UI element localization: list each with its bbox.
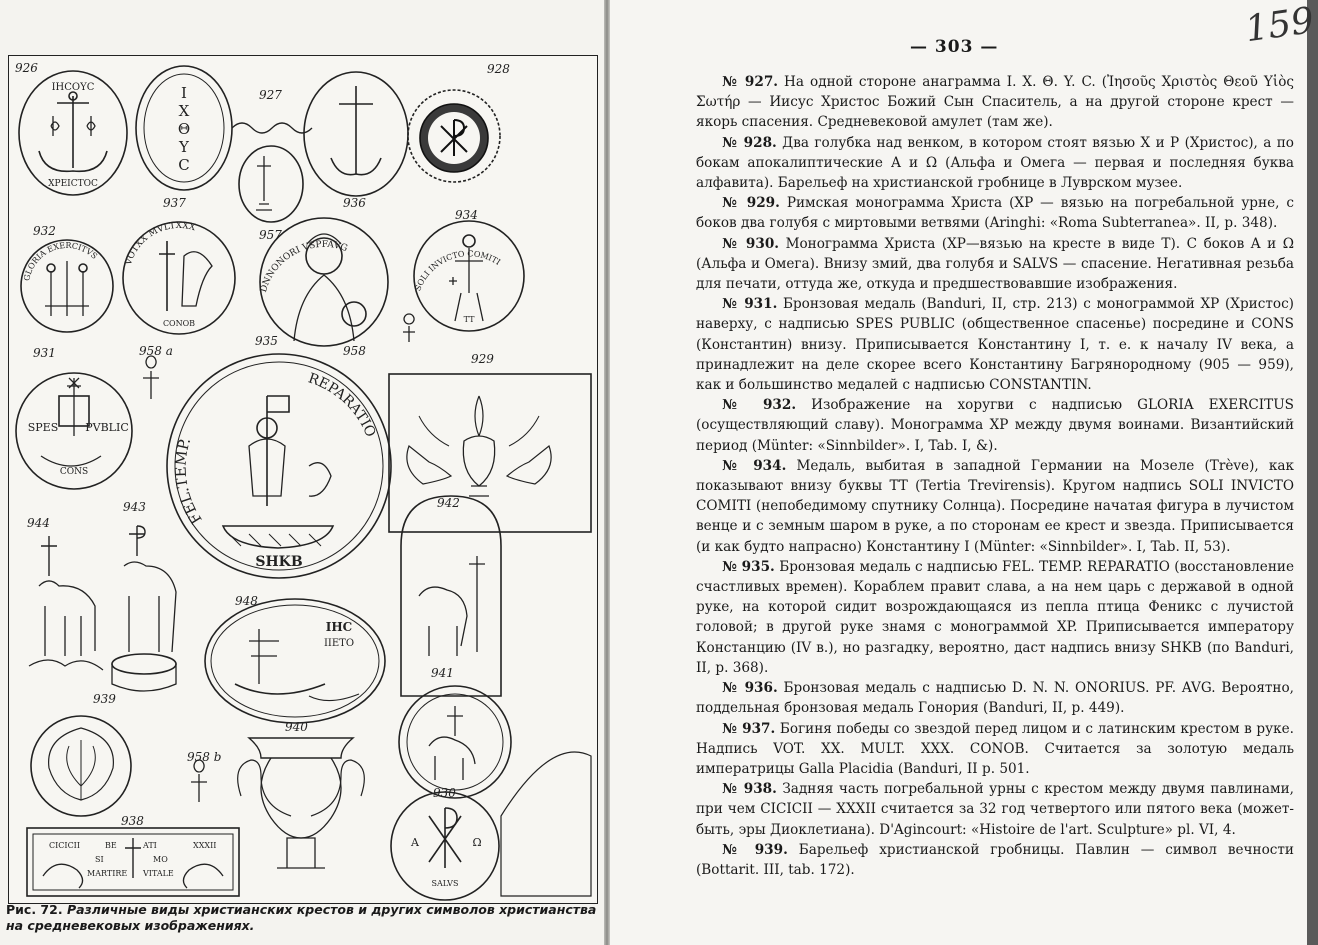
fig-num-938: 938 <box>121 814 144 828</box>
inscription-a: A <box>411 836 419 849</box>
inscription-spes: SPES <box>27 421 59 434</box>
entry-text: Два голубка над венком, в котором стоят вязью X и P (Христос), а по бокам апокалиптические А и Ω (Альфа и Омега — первая и последняя буква алфавита). Барельеф на христианской гробнице в Луврском музее. <box>696 134 1294 192</box>
svg-text:REPARATIO <box>306 370 378 439</box>
entry-number: № 931. <box>722 296 778 313</box>
figure-932-gloria <box>21 240 113 332</box>
fig-num-958: 958 <box>343 344 366 358</box>
entry-text: Бронзовая медаль (Banduri, II, стр. 213) с монограммой XP (Христос) наверху, с надписью SPES PUBLIC (общественное спасенье) посредине и CONS (Константин) внизу. Приписывается Константину I, т. е. к началу IV века, а принадлежит на деле скорее всего Константину Багрянородному (905 — 959), как и большинство медалей с надписью CONSTANTIN. <box>696 296 1294 394</box>
inscription-xxxii: XXXII <box>193 841 217 850</box>
entry-930 <box>696 234 1294 295</box>
symbol-ankh-958b <box>191 760 207 802</box>
figure-940-urn-birds <box>238 738 365 868</box>
entry-939 <box>696 840 1294 880</box>
entry-number: № 932. <box>722 397 797 414</box>
entry-936 <box>696 678 1294 718</box>
inscription-iieto: IIETO <box>323 638 355 649</box>
inscription-public: PVBLIC <box>85 421 129 434</box>
inscription-martire: MARTIRE <box>87 869 128 878</box>
entry-938 <box>696 779 1294 840</box>
figure-930-chi-rho-seal <box>391 792 499 900</box>
figure-941-lamb-medallion <box>399 686 511 798</box>
inscription-tt: TT <box>463 315 475 324</box>
entry-text: Богиня победы со звездой перед лицом и с латинским крестом в руке. Надпись VOT. XX. MULT. XXX. CONOB. Считается за золотую медаль императрицы Galla Placidia (Banduri, II p. 501. <box>696 720 1294 777</box>
page-number: — 303 — <box>910 37 999 57</box>
inscription-shkb: SHKB <box>255 554 303 570</box>
fig-num-937: 937 <box>163 196 186 210</box>
symbol-cross-small <box>403 314 415 342</box>
inscription-gloria: GLORIA EXERCITVS <box>22 240 99 282</box>
entry-931 <box>696 294 1294 395</box>
fig-num-943: 943 <box>123 500 146 514</box>
figure-929-urn <box>389 374 591 532</box>
inscription-xreistos: ΧΡΕΙϹΤΟϹ <box>48 179 98 189</box>
entry-number: № 928. <box>722 134 777 151</box>
left-page <box>0 0 604 945</box>
figure-939-peacock <box>31 716 131 816</box>
right-page <box>610 0 1317 945</box>
fig-num-928: 928 <box>487 62 510 76</box>
figure-928-wreath <box>408 90 500 182</box>
ixthys-letter-4: Υ <box>179 138 189 156</box>
fig-num-926: 926 <box>15 61 38 75</box>
figure-937-victory <box>123 221 235 334</box>
fig-num-936: 936 <box>343 196 366 210</box>
fig-num-927: 927 <box>259 88 282 102</box>
entry-number: № 939. <box>722 841 788 858</box>
entry-text: Задняя часть погребальной урны с крестом между двумя павлинами, при чем CICICII — XXXII считается за 32 год четвертого или пятого века (может-быть, эры Диоклетиана). D'Agincourt: «Histoire de l'art. Sculpture» pl. VI, 4. <box>696 781 1294 838</box>
fig-num-941: 941 <box>431 666 454 680</box>
inscription-reparatio: REPARATIO <box>305 370 379 440</box>
figure-943-lamb <box>112 526 176 691</box>
entry-number: № 929. <box>722 195 780 212</box>
entry-number: № 934. <box>722 457 787 474</box>
fig-num-957: 957 <box>259 228 282 242</box>
inscription-ihc: IHC <box>325 620 353 634</box>
fig-num-940: 940 <box>285 720 308 734</box>
inscription-mo: MO <box>153 855 168 864</box>
entry-text: Бронзовая медаль с надписью FEL. TEMP. REPARATIO (восстановление счастливых времен). Кораблем правит слава, а на нем царь с державой в одной руке, на которой сидит возрождающаяся из пепла птица Феникс с лучистой головой; в другой руке знамя с монограммой XP. Приписывается императору Констанцию (IV в.), но разгадку, вероятно, даст надпись внизу SHKB (по Banduri, II, p. 368). <box>696 558 1295 676</box>
entry-937 <box>696 719 1294 780</box>
fig-num-935: 935 <box>255 334 278 348</box>
fig-num-932: 932 <box>33 224 56 238</box>
fig-num-939: 939 <box>93 692 116 706</box>
figure-948-ship <box>205 599 385 723</box>
ixthys-letter-3: Θ <box>177 120 191 138</box>
entry-number: № 937. <box>722 720 776 737</box>
entry-927 <box>696 72 1294 133</box>
entry-text: Монограмма Христа (XP—вязью на кресте в виде T). С боков A и Ω (Альфа и Омега). Внизу змий, два голубя и SALVS — спасение. Негативная резьба для печати, оттуда же, откуда и предшествовавшие изображения. <box>696 235 1294 293</box>
inscription-cicici: CICICII <box>49 841 81 850</box>
entry-text: Бронзовая медаль с надписью D. N. N. ONORIUS. PF. AVG. Вероятно, поддельная бронзовая медаль Гонория (Banduri, II, p. 449). <box>696 680 1294 717</box>
ixthys-letter-2: Χ <box>178 102 190 120</box>
symbol-ankh-958a <box>143 356 159 399</box>
fig-num-929: 929 <box>471 352 494 366</box>
caption-text: Различные виды христианских крестов и других символов христианства на средневековых изображениях. <box>6 902 597 933</box>
fig-num-934: 934 <box>455 208 478 222</box>
inscription-ihsoys: ΙΗϹΟΥϹ <box>51 82 95 93</box>
entry-934 <box>696 456 1294 557</box>
entry-number: № 930. <box>722 235 780 252</box>
inscription-dn-onori: DNNONORI VSPFAVG <box>258 239 349 294</box>
inscription-vot: VOTXX MVLTXXX <box>123 220 197 267</box>
entry-text: Медаль, выбитая в западной Германии на Мозеле (Trève), как показывают внизу буквы TT (Tertia Trevirensis). Кругом надпись SOLI INVICTO COMITI (непобедимому спутнику Солнца). Посредине начатая фигура в лучистом венце и с земным шаром в руке, а по сторонам ее крест и звезда. Приписывается (и как будто напрасно) Константину I (Münter: «Sinnbilder». I, Tab. II, 53). <box>696 457 1294 555</box>
inscription-omega: Ω <box>472 836 482 849</box>
ixthys-letter-1: Ι <box>181 84 187 102</box>
figure-927-cross-oval <box>304 72 408 196</box>
entry-text: На одной стороне анаграмма I. X. Θ. Y. C. (Ἰησοῦς Χριστὸς Θεοῦ Υἱὸς Σωτήρ — Иисус Христос Божий Сын Спаситель, а на другой стороне крест — якорь спасения. Средневековой амулет (там же). <box>696 74 1294 131</box>
fig-num-930: 930 <box>433 786 456 800</box>
fig-num-931: 931 <box>33 346 56 360</box>
entry-929 <box>696 193 1294 233</box>
ixthys-letter-5: Ϲ <box>178 156 190 174</box>
entry-text: Римская монограмма Христа (XP — вязью на погребальной урне, с боков два голубя с миртовыми ветвями (Aringhi: «Roma Subterranea». II, p. 348). <box>696 195 1294 232</box>
figure-944-lamb <box>29 536 103 670</box>
inscription-salvs: SALVS <box>431 879 459 888</box>
entry-number: № 938. <box>722 781 777 798</box>
figure-plate <box>8 55 598 904</box>
inscription-cons: CONS <box>59 467 89 477</box>
figure-935-reparatio <box>167 354 391 578</box>
fig-num-958a: 958 а <box>139 344 173 358</box>
figure-caption <box>6 902 598 934</box>
entry-number: № 936. <box>722 680 778 697</box>
entry-928 <box>696 133 1294 194</box>
fig-num-958b: 958 b <box>187 750 222 764</box>
figure-931-spes-public <box>16 373 132 489</box>
inscription-be: BE <box>105 841 117 850</box>
figure-938-sarcophagus <box>27 828 239 896</box>
entry-932 <box>696 395 1294 456</box>
entry-number: № 935. <box>722 558 775 575</box>
figure-934-sol <box>413 221 524 331</box>
caption-label: Рис. 72. <box>6 902 63 917</box>
entry-text: Барельеф христианской гробницы. Павлин — символ вечности (Bottarit. III, tab. 172). <box>696 841 1294 878</box>
entries-text <box>696 72 1294 880</box>
entry-number: № 927. <box>722 74 779 90</box>
plate-drawings <box>9 56 597 903</box>
inscription-soli: SOLI INVICTO COMITI <box>413 249 502 293</box>
inscription-si: SI <box>95 855 104 864</box>
svg-text:GLORIA EXERCITVS <box>22 241 99 282</box>
inscription-vitale: VITALE <box>143 869 174 878</box>
entry-text: Изображение на хоругви с надписью GLORIA EXERCITUS (осуществляющий славу). Монограмма XP между двумя воинами. Византийский период (Münter: «Sinnbilder». I, Tab. I, &). <box>696 397 1294 454</box>
fig-num-942: 942 <box>437 496 460 510</box>
entry-935 <box>696 557 1294 678</box>
svg-text:SOLI INVICTO COMITI <box>413 249 502 292</box>
inscription-ati: ATI <box>143 841 157 850</box>
figure-926-anchor-amulet <box>19 71 127 195</box>
inscription-fel-temp: FEL.TEMP. <box>171 435 206 528</box>
pencil-page-number: 159 <box>1242 0 1317 51</box>
fig-num-944: 944 <box>27 516 50 530</box>
fig-num-948: 948 <box>235 594 258 608</box>
inscription-conob: CONOB <box>162 319 196 328</box>
figure-arch-edge <box>501 752 591 896</box>
